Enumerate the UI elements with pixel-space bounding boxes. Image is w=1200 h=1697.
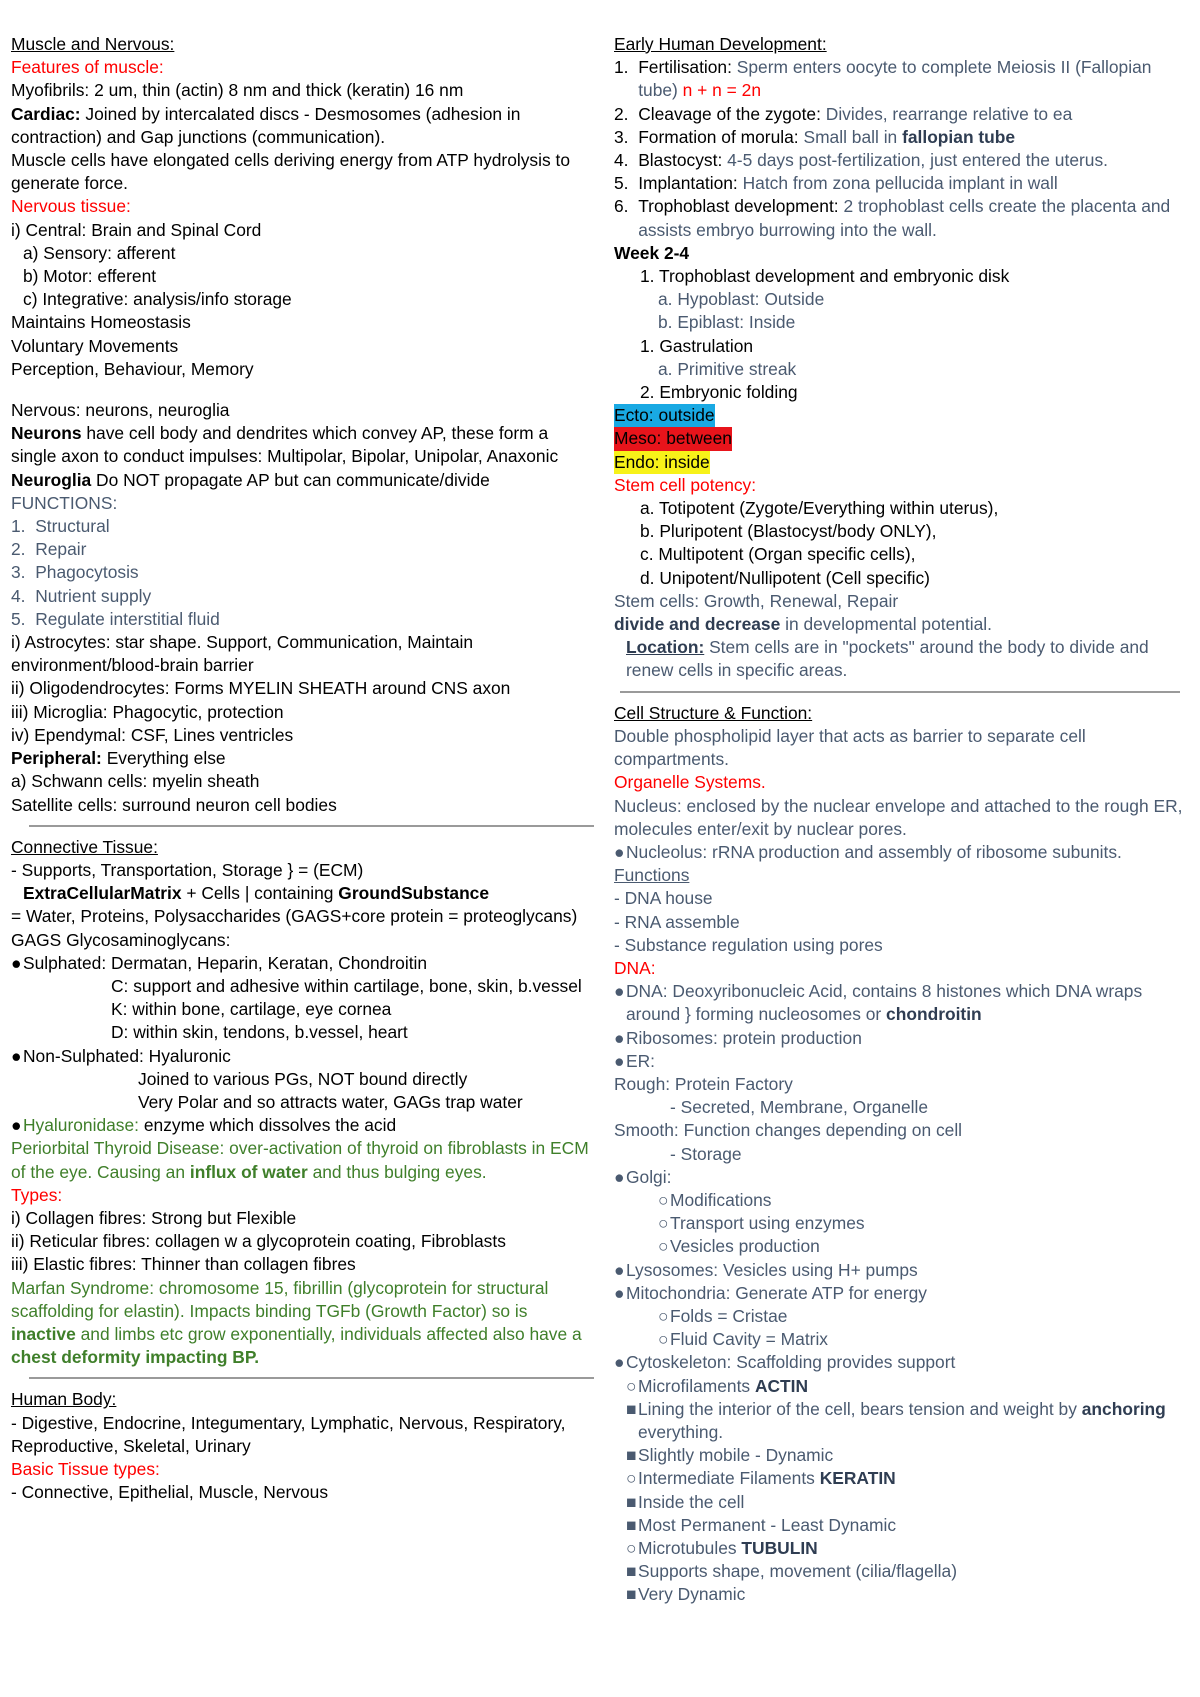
week-subitem: a. Primitive streak: [658, 358, 797, 379]
slightly-text: Slightly mobile - Dynamic: [638, 1445, 834, 1466]
list-number: 6.: [614, 196, 629, 217]
k-line: K: within bone, cartilage, eye cornea: [111, 999, 392, 1020]
week-heading: Week 2-4: [614, 242, 690, 263]
nucleolus-item: [614, 841, 1194, 864]
list-text: Repair: [35, 539, 87, 560]
stage-label: Fertilisation:: [638, 57, 732, 78]
stage-extra: n + n = 2n: [677, 80, 761, 101]
voluntary-line: Voluntary Movements: [11, 335, 179, 356]
list-text: [638, 149, 1108, 172]
divide-text: in developmental potential.: [780, 614, 992, 635]
muscle-nervous-heading: Muscle and Nervous:: [11, 34, 175, 54]
dna-emphasis: chondroitin: [886, 1004, 982, 1025]
list-item: c. Multipotent (Organ specific cells),: [640, 544, 916, 565]
functions-list: [11, 515, 594, 631]
golgi-subitem-text: Transport using enzymes: [670, 1213, 865, 1234]
microtubules-label: Microtubules: [638, 1538, 742, 1558]
list-number: 3.: [11, 562, 26, 583]
sensory-line: a) Sensory: afferent: [23, 242, 176, 263]
non-sulphated-text: Non-Sulphated: Hyaluronic: [23, 1045, 231, 1066]
list-number: 5.: [614, 173, 629, 194]
list-item: [614, 103, 1194, 126]
location-text: Stem cells are in "pockets" around the body to divide and renew cells in specific areas.: [626, 637, 1149, 681]
rough-er-line: Rough: Protein Factory: [614, 1073, 793, 1094]
list-text: Nutrient supply: [35, 585, 152, 606]
circle-bullet-icon: ○: [626, 1468, 637, 1489]
marfan-emphasis: inactive: [11, 1323, 76, 1344]
stage-label: Trophoblast development:: [638, 196, 839, 217]
cytoskeleton-text: Cytoskeleton: Scaffolding provides support: [626, 1352, 956, 1373]
supports-item: [614, 1560, 1194, 1583]
mito-subitem: [614, 1305, 1194, 1328]
myofibrils-line: Myofibrils: 2 um, thin (actin) 8 nm and thick (keratin) 16 nm: [11, 80, 464, 101]
ecto-line: [614, 404, 1194, 427]
smooth-er-line: Smooth: Function changes depending on cell: [614, 1120, 963, 1141]
golgi-item: [614, 1166, 1194, 1189]
list-number: 1.: [614, 57, 629, 78]
cardiac-label: Cardiac:: [11, 103, 81, 124]
stem-cells-line: Stem cells: Growth, Renewal, Repair: [614, 590, 899, 611]
list-item: b. Pluripotent (Blastocyst/body ONLY),: [640, 521, 937, 542]
central-line: i) Central: Brain and Spinal Cord: [11, 219, 262, 240]
section-divider: [620, 691, 1180, 693]
bullet-icon: ●: [614, 1352, 625, 1373]
ribosomes-text: Ribosomes: protein production: [626, 1027, 862, 1048]
supports-text: Supports shape, movement (cilia/flagella): [638, 1561, 957, 1582]
hyaluronidase-text: enzyme which dissolves the acid: [139, 1115, 397, 1136]
oligodendrocytes-paragraph: ii) Oligodendrocytes: Forms MYELIN SHEATH around CNS axon: [11, 678, 511, 699]
bullet-icon: ●: [11, 952, 22, 973]
connective-heading: Connective Tissue:: [11, 836, 158, 857]
circle-bullet-icon: ○: [658, 1189, 669, 1210]
dna-heading: DNA:: [614, 957, 656, 978]
list-item: [614, 56, 1194, 102]
neuroglia-text: Do NOT propagate AP but can communicate/divide: [91, 469, 490, 490]
circle-bullet-icon: ○: [658, 1305, 669, 1326]
list-text: Structural: [35, 516, 110, 537]
elastic-line: iii) Elastic fibres: Thinner than collagen fibres: [11, 1254, 356, 1275]
gags-line: GAGS Glycosaminoglycans:: [11, 929, 231, 950]
development-heading: Early Human Development:: [614, 34, 827, 54]
d-line: D: within skin, tendons, b.vessel, heart: [111, 1022, 408, 1043]
spacer: [11, 381, 594, 399]
rough-er-sub: - Secreted, Membrane, Organelle: [670, 1097, 929, 1118]
list-item: [614, 149, 1194, 172]
golgi-subitem-text: Vesicles production: [670, 1236, 820, 1257]
permanent-text: Most Permanent - Least Dynamic: [638, 1514, 897, 1535]
muscle-cells-paragraph: Muscle cells have elongated cells deriving energy from ATP hydrolysis to generate force.: [11, 150, 571, 194]
list-number: 4.: [614, 150, 629, 171]
circle-bullet-icon: ○: [626, 1375, 637, 1396]
collagen-line: i) Collagen fibres: Strong but Flexible: [11, 1207, 297, 1228]
lining-emphasis: anchoring: [1081, 1398, 1166, 1419]
list-number: 1.: [11, 516, 26, 537]
marfan-text: Marfan Syndrome: chromosome 15, fibrillin (glycoprotein for structural scaffolding for elastin). Impacts binding TGFb (Growth Factor) so is: [11, 1277, 549, 1321]
bullet-icon: ●: [11, 1045, 22, 1066]
functions-heading: FUNCTIONS:: [11, 492, 118, 513]
microfilaments-label: Microfilaments: [638, 1375, 755, 1396]
sulphated-text: Sulphated: Dermatan, Heparin, Keratan, Chondroitin: [23, 952, 428, 973]
lysosomes-text: Lysosomes: Vesicles using H+ pumps: [626, 1259, 918, 1280]
golgi-subitem: [614, 1189, 1194, 1212]
features-heading: Features of muscle:: [11, 57, 164, 78]
basic-tissue-line: - Connective, Epithelial, Muscle, Nervous: [11, 1482, 329, 1503]
stage-label: Implantation:: [638, 173, 738, 194]
week-subitem: b. Epiblast: Inside: [658, 312, 796, 333]
human-body-heading: Human Body:: [11, 1389, 117, 1410]
lining-text: [638, 1398, 1194, 1444]
microtubules-emphasis: TUBULIN: [741, 1538, 818, 1558]
dna-text: [626, 980, 1194, 1026]
non-sulphated-line: [11, 1045, 594, 1068]
microfilaments-emphasis: ACTIN: [754, 1375, 809, 1396]
lining-end: everything.: [638, 1421, 724, 1442]
nucleus-paragraph: Nucleus: enclosed by the nuclear envelope and attached to the rough ER, molecules enter/exit by nuclear pores.: [614, 795, 1183, 839]
list-text: [638, 126, 1015, 149]
function-item: - DNA house: [614, 888, 713, 909]
ecm-mid: + Cells | containing: [181, 883, 339, 904]
week-item: 1. Trophoblast development and embryonic disk: [640, 266, 1010, 287]
list-item: [11, 585, 594, 608]
nucleolus-text: Nucleolus: rRNA production and assembly of ribosome subunits.: [626, 841, 1122, 862]
schwann-line: a) Schwann cells: myelin sheath: [11, 771, 260, 792]
joined-line: Joined to various PGs, NOT bound directly: [138, 1068, 468, 1089]
ribosomes-item: [614, 1027, 1194, 1050]
systems-paragraph: - Digestive, Endocrine, Integumentary, Lymphatic, Nervous, Respiratory, Reproductive, Skeletal, Urinary: [11, 1412, 566, 1456]
bullet-icon: ●: [614, 1166, 625, 1187]
meso-line: [614, 427, 1194, 450]
sulphated-line: [11, 952, 594, 975]
list-item: [11, 561, 594, 584]
bullet-icon: ●: [614, 1027, 625, 1048]
square-bullet-icon: ■: [626, 1561, 637, 1582]
microglia-line: iii) Microglia: Phagocytic, protection: [11, 701, 284, 722]
intermediate-item: [614, 1467, 1194, 1490]
list-item: [614, 126, 1194, 149]
stage-desc: Divides, rearrange relative to ea: [820, 103, 1073, 124]
marfan-text-mid: and limbs etc grow exponentially, individuals affected also have a: [75, 1323, 582, 1344]
list-text: Phagocytosis: [35, 562, 139, 583]
inside-item: [614, 1491, 1194, 1514]
lining-desc: Lining the interior of the cell, bears tension and weight by: [638, 1398, 1082, 1419]
nervous-tissue-heading: Nervous tissue:: [11, 196, 131, 217]
supports-line: - Supports, Transportation, Storage } = (ECM): [11, 859, 364, 880]
peripheral-line: [11, 747, 594, 770]
bullet-icon: ●: [614, 1282, 625, 1303]
endo-highlight: Endo: inside: [614, 451, 710, 474]
cardiac-text: Joined by intercalated discs - Desmosomes (adhesion in contraction) and Gap junctions (communication).: [11, 103, 521, 147]
periorbital-paragraph: [11, 1137, 594, 1183]
neurons-text: have cell body and dendrites which convey AP, these form a single axon to conduct impulses: Multipolar, Bipolar, Unipolar, Anaxonic: [11, 423, 559, 467]
polar-line: Very Polar and so attracts water, GAGs trap water: [138, 1091, 523, 1112]
list-number: 5.: [11, 608, 26, 629]
bullet-icon: ●: [614, 1050, 625, 1071]
mito-subitem-text: Fluid Cavity = Matrix: [670, 1329, 829, 1350]
stage-label: Blastocyst:: [638, 150, 723, 171]
periorbital-text: Periorbital Thyroid Disease: over-activation of thyroid on fibroblasts in ECM of the eye. Causing an: [11, 1138, 589, 1182]
bullet-icon: ●: [614, 1259, 625, 1280]
circle-bullet-icon: ○: [658, 1236, 669, 1257]
organelle-heading: Organelle Systems.: [614, 772, 766, 793]
mito-subitem-text: Folds = Cristae: [670, 1305, 788, 1326]
week-subitem: a. Hypoblast: Outside: [658, 289, 825, 310]
cell-heading: Cell Structure & Function:: [614, 702, 813, 723]
week-item: 1. Gastrulation: [640, 335, 754, 356]
homeostasis-line: Maintains Homeostasis: [11, 312, 191, 333]
er-text: ER:: [626, 1050, 655, 1071]
basic-tissue-heading: Basic Tissue types:: [11, 1458, 160, 1479]
list-item: [614, 172, 1194, 195]
satellite-line: Satellite cells: surround neuron cell bodies: [11, 794, 337, 815]
bullet-icon: ●: [11, 1115, 22, 1136]
stage-desc: Hatch from zona pellucida implant in wall: [737, 173, 1058, 194]
bullet-icon: ●: [614, 981, 625, 1002]
ecm-line: [11, 882, 594, 905]
section-divider: [29, 1377, 594, 1379]
list-text: [638, 103, 1072, 126]
stage-desc: Sperm enters oocyte to complete Meiosis II (Fallopian tube): [638, 57, 1152, 101]
nervous-cells-line: Nervous: neurons, neuroglia: [11, 400, 230, 421]
mito-subitem: [614, 1328, 1194, 1351]
neurons-paragraph: [11, 422, 594, 468]
intermediate-label: Intermediate Filaments: [638, 1468, 820, 1489]
stage-label: Cleavage of the zygote:: [638, 103, 821, 124]
square-bullet-icon: ■: [626, 1398, 637, 1419]
list-item: d. Unipotent/Nullipotent (Cell specific): [640, 567, 930, 588]
neuroglia-line: [11, 469, 594, 492]
function-item: - Substance regulation using pores: [614, 934, 883, 955]
stage-emphasis: fallopian tube: [902, 126, 1016, 147]
periorbital-emphasis: influx of water: [189, 1161, 308, 1182]
list-number: 2.: [11, 539, 26, 560]
stage-desc: 2 trophoblast cells create the placenta and assists embryo burrowing into the wall.: [638, 196, 1171, 240]
list-number: 4.: [11, 585, 26, 606]
water-paragraph: = Water, Proteins, Polysaccharides (GAGS+core protein = proteoglycans): [11, 906, 578, 927]
dna-item: [614, 980, 1194, 1026]
ground-substance-term: GroundSubstance: [338, 883, 490, 904]
marfan-paragraph: [11, 1277, 594, 1370]
neurons-label: Neurons: [11, 423, 82, 444]
meso-highlight: Meso: between: [614, 427, 732, 450]
list-item: [11, 515, 594, 538]
microtubules-item: [614, 1537, 1194, 1560]
marfan-emphasis-end: chest deformity impacting BP.: [11, 1347, 260, 1368]
c-line: C: support and adhesive within cartilage, bone, skin, b.vessel: [111, 975, 582, 996]
astrocytes-paragraph: i) Astrocytes: star shape. Support, Communication, Maintain environment/blood-brain barrier: [11, 632, 474, 676]
peripheral-label: Peripheral:: [11, 748, 102, 769]
square-bullet-icon: ■: [626, 1445, 637, 1466]
lysosomes-item: [614, 1259, 1194, 1282]
list-item: a. Totipotent (Zygote/Everything within uterus),: [640, 498, 999, 519]
list-text: [638, 195, 1194, 241]
endo-line: [614, 451, 1194, 474]
golgi-subitem: [614, 1212, 1194, 1235]
location-paragraph: [614, 636, 1194, 682]
lining-item: [614, 1398, 1194, 1444]
types-heading: Types:: [11, 1184, 63, 1205]
list-item: [614, 195, 1194, 241]
potency-heading: Stem cell potency:: [614, 474, 757, 495]
circle-bullet-icon: ○: [658, 1329, 669, 1350]
intermediate-emphasis: KERATIN: [819, 1468, 896, 1489]
ecm-term: ExtraCellularMatrix: [23, 883, 182, 904]
square-bullet-icon: ■: [626, 1514, 637, 1535]
list-text: [638, 172, 1058, 195]
smooth-er-sub: - Storage: [670, 1143, 742, 1164]
ependymal-line: iv) Ependymal: CSF, Lines ventricles: [11, 724, 294, 745]
list-number: 3.: [614, 126, 629, 147]
peripheral-text: Everything else: [101, 748, 226, 769]
golgi-subitem-text: Modifications: [670, 1189, 772, 1210]
double-layer-paragraph: Double phospholipid layer that acts as barrier to separate cell compartments.: [614, 725, 1086, 770]
functions-heading: Functions: [614, 865, 690, 886]
microfilaments-item: [614, 1375, 1194, 1398]
circle-bullet-icon: ○: [658, 1213, 669, 1234]
permanent-item: [614, 1514, 1194, 1537]
stage-desc: 4-5 days post-fertilization, just entered the uterus.: [722, 150, 1108, 171]
er-item: [614, 1050, 1194, 1073]
list-item: [11, 608, 594, 631]
mitochondria-item: [614, 1282, 1194, 1305]
perception-line: Perception, Behaviour, Memory: [11, 358, 254, 379]
right-column: [614, 33, 1194, 1607]
very-dynamic-item: [614, 1583, 1194, 1606]
list-text: [638, 56, 1194, 102]
periorbital-text-end: and thus bulging eyes.: [307, 1161, 487, 1182]
very-dynamic-text: Very Dynamic: [638, 1584, 746, 1605]
function-item: - RNA assemble: [614, 911, 740, 932]
cardiac-paragraph: [11, 103, 594, 149]
cytoskeleton-item: [614, 1351, 1194, 1374]
square-bullet-icon: ■: [626, 1491, 637, 1512]
week-item: 2. Embryonic folding: [640, 382, 798, 403]
golgi-subitem: [614, 1235, 1194, 1258]
motor-line: b) Motor: efferent: [23, 266, 157, 287]
section-divider: [29, 825, 594, 827]
circle-bullet-icon: ○: [626, 1538, 637, 1558]
list-item: [11, 538, 594, 561]
stage-desc: Small ball in: [798, 126, 903, 147]
divide-emphasis: divide and decrease: [614, 614, 781, 635]
stage-label: Formation of morula:: [638, 126, 799, 147]
left-column: [11, 33, 594, 1504]
golgi-text: Golgi:: [626, 1166, 672, 1187]
neuroglia-label: Neuroglia: [11, 469, 92, 490]
reticular-line: ii) Reticular fibres: collagen w a glycoprotein coating, Fibroblasts: [11, 1231, 506, 1252]
slightly-item: [614, 1444, 1194, 1467]
divide-line: [614, 613, 1194, 636]
location-label: Location:: [626, 637, 705, 658]
mitochondria-text: Mitochondria: Generate ATP for energy: [626, 1282, 927, 1303]
dna-desc: DNA: Deoxyribonucleic Acid, contains 8 histones which DNA wraps around } forming nucleosomes or: [626, 981, 1143, 1025]
list-number: 2.: [614, 103, 629, 124]
square-bullet-icon: ■: [626, 1584, 637, 1605]
ecto-highlight: Ecto: outside: [614, 404, 715, 427]
integrative-line: c) Integrative: analysis/info storage: [23, 289, 292, 310]
bullet-icon: ●: [614, 841, 625, 862]
list-text: Regulate interstitial fluid: [35, 608, 220, 629]
hyaluronidase-line: [11, 1114, 594, 1137]
hyaluronidase-label: Hyaluronidase:: [23, 1115, 140, 1136]
inside-text: Inside the cell: [638, 1491, 745, 1512]
